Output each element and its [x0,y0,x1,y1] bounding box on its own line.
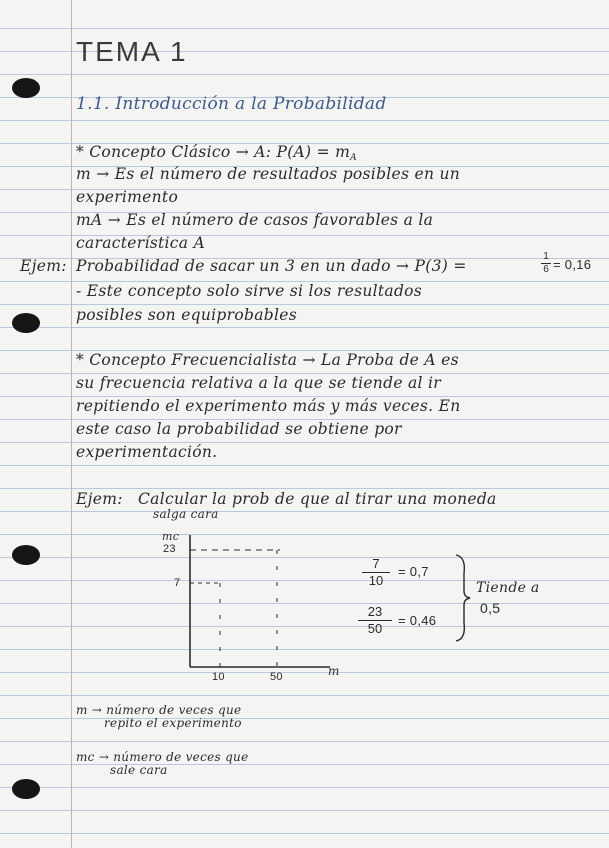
frequency-line: experimentación. [76,443,218,461]
x-tick-label: 50 [270,671,283,683]
fraction-result: = 0,46 [398,613,437,628]
binder-hole [12,545,40,565]
y-tick-label: 7 [174,577,181,589]
example2-text: salga cara [153,507,219,521]
binder-hole [12,313,40,333]
binder-hole [12,779,40,799]
frequency-line: * Concepto Frecuencialista → La Proba de A es [76,351,459,369]
classic-heading: * Concepto Clásico → A: P(A) = mA [76,143,357,163]
fraction: 7 10 [362,557,390,588]
tiende-text: Tiende a [476,580,540,596]
example-result: = 0,16 [553,257,592,272]
fraction: 23 50 [358,605,392,636]
definition-line: mc → número de veces que [76,750,249,764]
classic-line: experimento [76,188,179,206]
x-axis-label: m [328,664,340,678]
page-title: TEMA 1 [76,36,188,67]
classic-line: m → Es el número de resultados posibles en un [76,165,461,183]
classic-line: característica A [76,234,206,252]
section-heading: 1.1. Introducción a la Probabilidad [76,94,387,114]
frequency-line: su frecuencia relativa a la que se tiende al ir [76,374,442,392]
curly-brace [452,553,474,643]
x-tick-label: 10 [212,671,225,683]
classic-line: mA → Es el número de casos favorables a la [76,211,434,229]
margin-line [71,0,72,848]
tiende-value: 0,5 [480,600,501,616]
frequency-line: repitiendo el experimento más y más veces. En [76,397,461,415]
fraction-result: = 0,7 [398,564,429,579]
y-axis-label: mc [162,530,180,543]
definition-line: sale cara [110,763,168,777]
definition-line: m → número de veces que [76,703,242,717]
classic-example: Probabilidad de sacar un 3 en un dado → P(3) = [76,257,467,275]
example-label: Ejem: [20,257,67,275]
example-fraction: 1 6 [541,252,551,275]
example2-text: Calcular la prob de que al tirar una moneda [138,490,497,508]
example2-label: Ejem: [76,490,123,508]
classic-note: posibles son equiprobables [76,306,297,324]
y-tick-label: 23 [163,543,176,555]
definition-line: repito el experimento [104,716,242,730]
frequency-line: este caso la probabilidad se obtiene por [76,420,402,438]
binder-hole [12,78,40,98]
frequency-graph [150,525,350,685]
classic-note: - Este concepto solo sirve si los resultados [76,282,423,300]
